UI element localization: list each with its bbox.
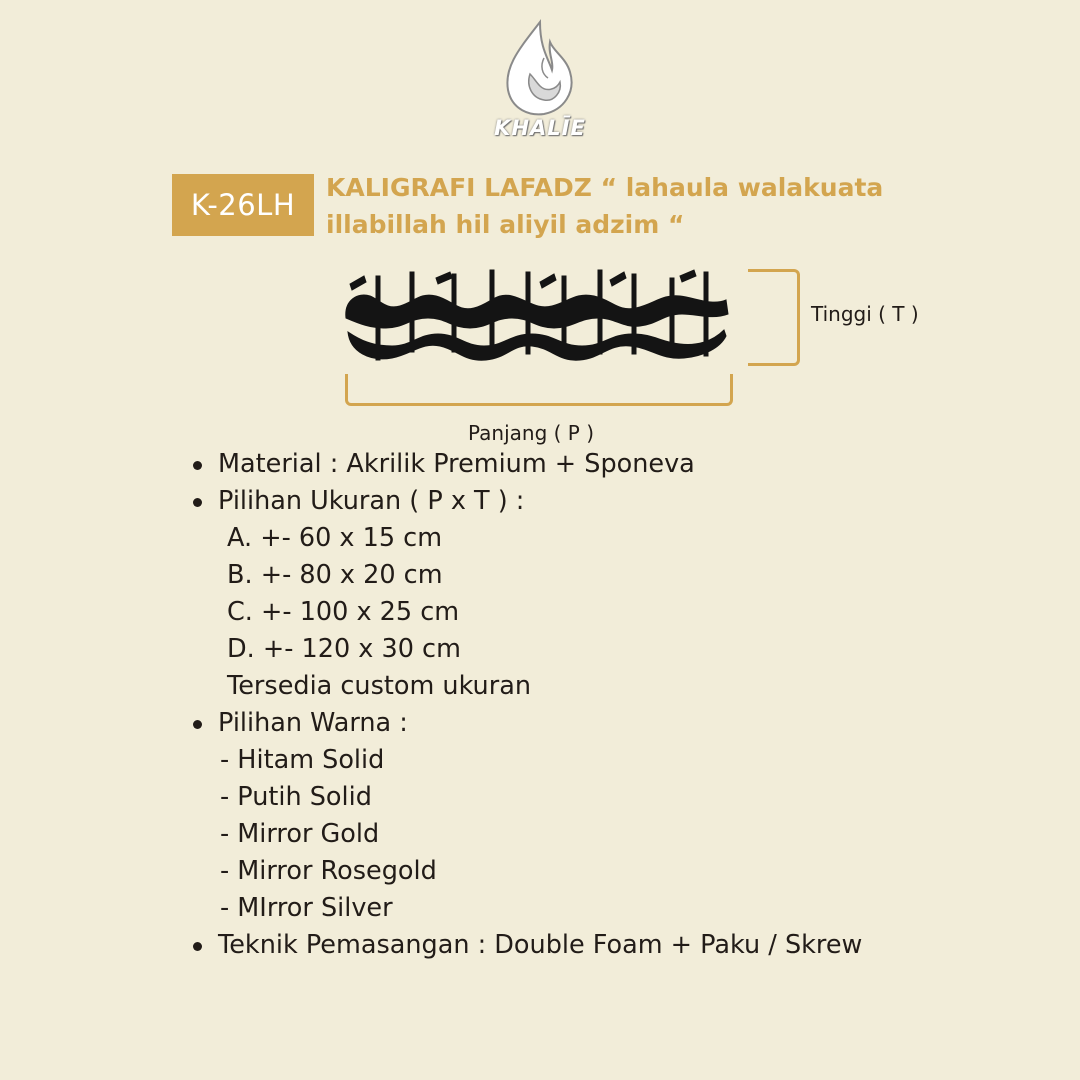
brand-logo-text: KHALĪE [494, 116, 586, 140]
material-line: Material : Akrilik Premium + Sponeva [218, 449, 695, 479]
brand-logo [490, 18, 590, 146]
color-option: - Mirror Gold [220, 819, 380, 849]
bullet-icon [193, 498, 202, 507]
height-bracket [748, 269, 800, 366]
calligraphy-product-image [340, 262, 732, 374]
size-option-a: A. +- 60 x 15 cm [227, 523, 443, 553]
installation-line: Teknik Pemasangan : Double Foam + Paku / Skrew [218, 930, 863, 960]
custom-size-note: Tersedia custom ukuran [227, 671, 531, 701]
bullet-icon [193, 720, 202, 729]
bullet-icon [193, 461, 202, 470]
color-option: - Hitam Solid [220, 745, 385, 775]
product-title-line-2: illabillah hil aliyil adzim “ [326, 210, 685, 239]
size-option-c: C. +- 100 x 25 cm [227, 597, 460, 627]
length-bracket [345, 374, 733, 406]
product-title-line-1: KALIGRAFI LAFADZ “ lahaula walakuata [326, 173, 884, 202]
size-heading: Pilihan Ukuran ( P x T ) : [218, 486, 525, 516]
calligraphy-artwork [340, 262, 732, 374]
color-heading: Pilihan Warna : [218, 708, 408, 738]
color-option: - MIrror Silver [220, 893, 393, 923]
size-option-b: B. +- 80 x 20 cm [227, 560, 443, 590]
height-label: Tinggi ( T ) [811, 302, 919, 326]
product-code-badge: K-26LH [172, 174, 314, 236]
size-option-d: D. +- 120 x 30 cm [227, 634, 461, 664]
color-option: - Putih Solid [220, 782, 372, 812]
bullet-icon [193, 942, 202, 951]
product-title [326, 169, 946, 243]
length-label: Panjang ( P ) [468, 421, 595, 445]
color-option: - Mirror Rosegold [220, 856, 437, 886]
